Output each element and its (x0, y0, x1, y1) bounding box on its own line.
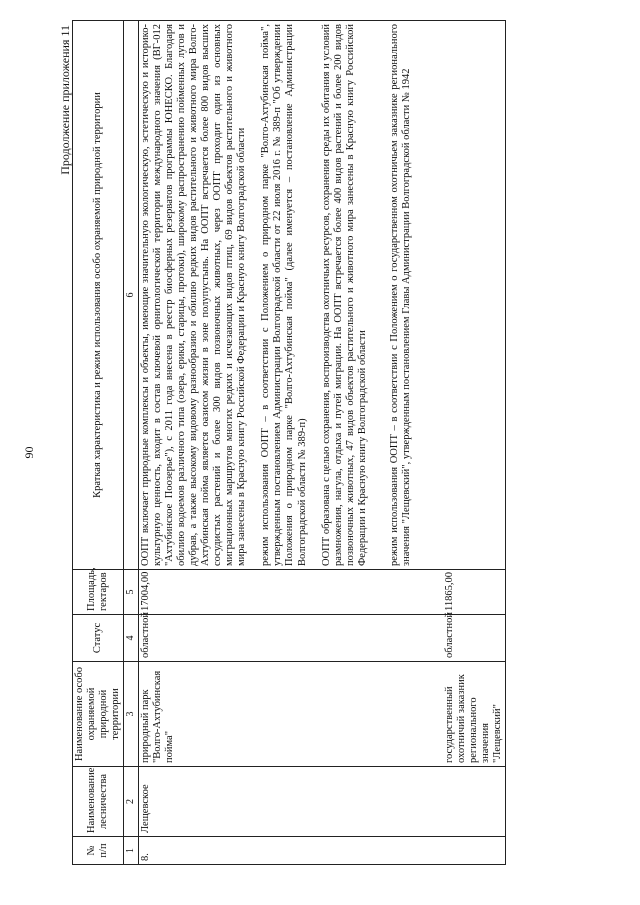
index-cell: 6 (124, 21, 139, 570)
forestry-name: Лещевское (138, 767, 506, 837)
index-cell: 1 (124, 837, 139, 865)
index-cell: 3 (124, 662, 139, 767)
index-cell: 5 (124, 570, 139, 615)
description-cell (138, 21, 506, 570)
header-area-size: Площадь, гектаров (73, 570, 124, 615)
area-name-reserve: государственный охотничий заказник регионального значения "Лещевский" (443, 674, 504, 763)
area-size-cell (138, 570, 506, 615)
index-cell: 4 (124, 615, 139, 662)
regime-park: режим использования ООПТ – в соответствии с Положением о природном парке "Волго-Ахтубинская пойма", утвержденным постановлением Администрации Волгоградской области от 22 июля 2016 г. № 389-п "Об утверждении Положения о природном парке "Волго-Ахтубинская пойма" (далее именуется – постановление Администрации Волгоградской области № 389-п) (260, 24, 308, 566)
protected-areas-table (72, 20, 506, 865)
status-park: областной (139, 612, 151, 658)
header-number: № п/п (73, 837, 124, 865)
area-size-reserve: 11865,00 (443, 572, 455, 611)
page-number: 90 (22, 446, 36, 459)
description-park: ООПТ включает природные комплексы и объекты, имеющие значительную экологическую, эстетическую и историко-культурную ценность, входит в состав ключевой орнитологической территории международного значения (ВГ-012 "Ахтубинское Поозерье"), с 2011 года внесена в реестр биосферных резерватов программы ЮНЕСКО. Благодаря обилию водоемов различного типа (озера, ерики, старицы, протоки), широкому распространению пойменных лугов и дубрав, а также высокому видовому разнообразию и обилию редких видов растительного и животного мира Волго-Ахтубинская пойма является оазисом жизни в зоне полупустынь. На ООПТ встречается более 800 видов высших сосудистых растений и более 300 видов позвоночных животных, через ООПТ проходит один из основных миграционных маршрутов многих редких и исчезающих видов птиц, 69 видов объектов растительного и животного мира занесены в Красную книгу Российской Федерации и Красную книгу Волгоградской области (139, 24, 248, 566)
status-reserve: областной (443, 612, 455, 658)
row-number: 8. (138, 837, 506, 865)
status-cell (138, 612, 506, 662)
header-description: Краткая характеристика и режим использования особо охраняемой природной территории (73, 21, 124, 570)
index-row (124, 21, 139, 865)
area-size-park: 17004,00 (139, 571, 151, 611)
table-row (138, 21, 506, 865)
header-row (73, 21, 124, 865)
header-area-name: Наименование особо охраняемой природной территории (73, 662, 124, 767)
area-names-cell (138, 662, 506, 767)
header-status: Статус (73, 615, 124, 662)
header-forestry: Наименование лесничества (73, 767, 124, 837)
continuation-label: Продолжение приложения 11 (58, 25, 72, 175)
regime-reserve: режим использования ООПТ – в соответствии с Положением о государственном охотничьем заказнике регионального значения "Лещевский", утвержденным постановлением Главы Администрации Волгоградской области № 1942 (388, 24, 412, 566)
description-reserve: ООПТ образована с целью сохранения, воспроизводства охотничьих ресурсов, сохранения среды их обитания и условий размножения, нагула, отдыха и путей миграции. На ООПТ встречается более 400 видов растений и более 200 видов позвоночных животных, 47 видов объектов растительного и животного мира занесены в Красную книгу Российской Федерации и Красную книгу Волгоградской области (320, 24, 368, 566)
area-name-park: природный парк "Волго-Ахтубинская пойма" (139, 670, 175, 763)
index-cell: 2 (124, 767, 139, 837)
